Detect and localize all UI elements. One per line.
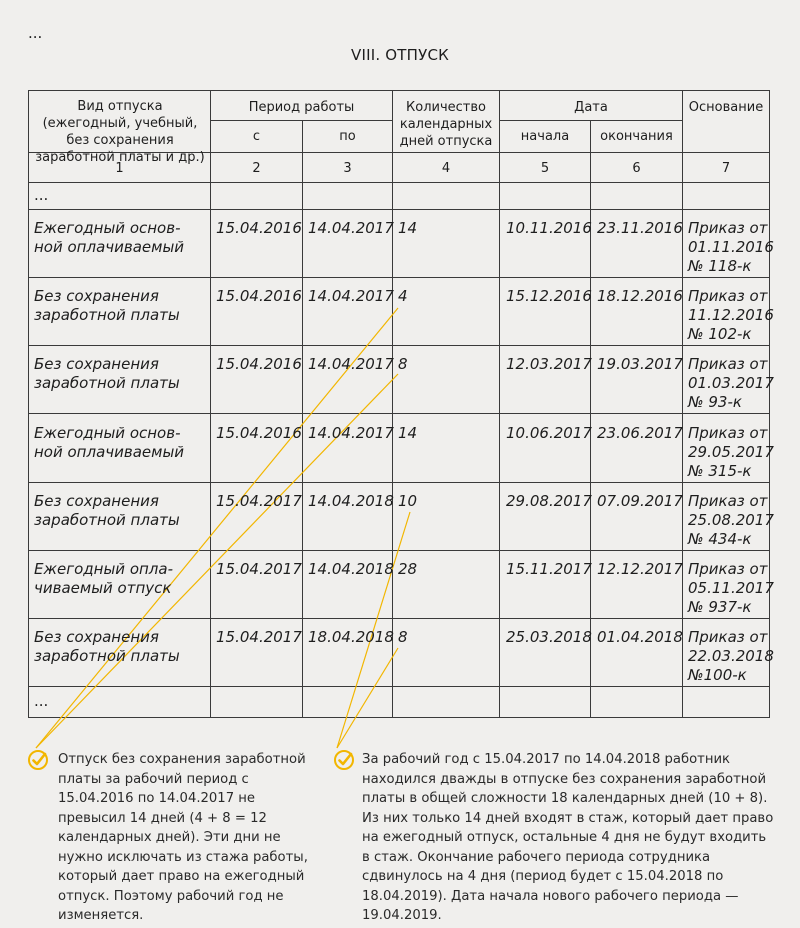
cell-end: 12.12.2017 [597, 560, 683, 578]
cell-basis: Приказ от 22.03.2018 №100-к [688, 628, 774, 684]
cell-basis: Приказ от 29.05.2017 № 315-к [688, 424, 774, 480]
header-period-to: по [339, 129, 356, 144]
cell-days: 8 [398, 628, 408, 646]
cell-end: 19.03.2017 [597, 355, 683, 373]
cell-to: 14.04.2017 [308, 219, 394, 237]
cell-start: 15.11.2017 [506, 560, 592, 578]
cell-days: 10 [398, 492, 418, 510]
cell-to: 14.04.2017 [308, 287, 394, 305]
cell-to: 14.04.2018 [308, 560, 394, 578]
cell-end: 01.04.2018 [597, 628, 683, 646]
ellipsis-top: ... [28, 24, 43, 42]
cell-from: 15.04.2016 [216, 287, 302, 305]
check-circle-icon [333, 749, 355, 771]
header-date: Дата [574, 100, 608, 115]
cell-start: 25.03.2018 [506, 628, 592, 646]
note-1: Отпуск без сохранения заработной платы за рабочий период с 15.04.2016 по 14.04.2017 не превысил 14 дней (4 + 8 = 12 календарных дней). Эти дни не нужно исключать из стажа работы, который дает право на ежегодный отпуск. Поэтому рабочий год не изменяется. [58, 752, 308, 923]
cell-type: Без сохранения заработной платы [34, 492, 180, 529]
header-days: Количество календарных дней отпуска [399, 100, 493, 149]
cell-to: 14.04.2017 [308, 424, 394, 442]
cell-from: 15.04.2017 [216, 628, 302, 646]
cell-type: Без сохранения заработной платы [34, 355, 180, 392]
cell-end: 23.06.2017 [597, 424, 683, 442]
cell-start: 12.03.2017 [506, 355, 592, 373]
cell-to: 18.04.2018 [308, 628, 394, 646]
cell-days: 14 [398, 219, 418, 237]
cell-days: 4 [398, 287, 408, 305]
cell-days: 8 [398, 355, 408, 373]
col-number: 7 [721, 161, 731, 176]
cell-basis: Приказ от 01.11.2016 № 118-к [688, 219, 774, 275]
col-number: 3 [343, 161, 352, 176]
col-number: 5 [540, 161, 550, 176]
cell-basis: Приказ от 05.11.2017 № 937-к [688, 560, 774, 616]
col-number: 4 [441, 161, 451, 176]
cell-type: Без сохранения заработной платы [34, 287, 180, 324]
col-number: 2 [252, 161, 261, 176]
cell-basis: Приказ от 25.08.2017 № 434-к [688, 492, 774, 548]
col-number: 6 [632, 161, 641, 176]
cell-from: 15.04.2017 [216, 492, 302, 510]
cell-type: Ежегодный основ-ной оплачиваемый [34, 424, 185, 461]
cell-to: 14.04.2017 [308, 355, 394, 373]
cell-type: Ежегодный опла-чиваемый отпуск [34, 560, 173, 597]
cell-type: Без сохранения заработной платы [34, 628, 180, 665]
leader-line-4 [337, 648, 398, 748]
cell-start: 10.06.2017 [506, 424, 592, 442]
cell-type: Ежегодный основ-ной оплачиваемый [34, 219, 185, 256]
table-ellipsis-top: ... [34, 186, 49, 204]
cell-start: 10.11.2016 [506, 219, 592, 237]
cell-end: 23.11.2016 [597, 219, 683, 237]
cell-days: 28 [398, 560, 418, 578]
table-ellipsis-bottom: ... [34, 692, 49, 710]
cell-from: 15.04.2017 [216, 560, 302, 578]
header-period-from: с [252, 129, 261, 144]
cell-start: 15.12.2016 [506, 287, 592, 305]
cell-to: 14.04.2018 [308, 492, 394, 510]
header-basis: Основание [688, 100, 764, 115]
header-date-end: окончания [600, 129, 673, 144]
cell-end: 18.12.2016 [597, 287, 683, 305]
page-title: VIII. ОТПУСК [351, 46, 449, 64]
cell-days: 14 [398, 424, 418, 442]
col-number: 1 [115, 161, 124, 176]
cell-from: 15.04.2016 [216, 219, 302, 237]
cell-basis: Приказ от 11.12.2016 № 102-к [688, 287, 774, 343]
note-2: За рабочий год с 15.04.2017 по 14.04.2018 работник находился дважды в отпуске без сохранения заработной платы в общей сложности 18 календарных дней (10 + 8). Из них только 14 дней входят в стаж, который дает право на ежегодный отпуск, остальные 4 дня не будут входить в стаж. Окончание рабочего периода сотрудника сдвинулось на 4 дня (период будет с 15.04.2018 по 18.04.2019). Дата начала нового рабочего периода — 19.04.2019. [362, 752, 774, 923]
header-type: Вид отпуска (ежегодный, учебный, без сохранения заработной платы и др.) [35, 99, 205, 165]
cell-end: 07.09.2017 [597, 492, 683, 510]
header-period: Период работы [248, 100, 355, 115]
cell-basis: Приказ от 01.03.2017 № 93-к [688, 355, 774, 411]
cell-from: 15.04.2016 [216, 424, 302, 442]
check-circle-icon [27, 749, 49, 771]
header-date-start: начала [520, 129, 570, 144]
cell-start: 29.08.2017 [506, 492, 592, 510]
cell-from: 15.04.2016 [216, 355, 302, 373]
